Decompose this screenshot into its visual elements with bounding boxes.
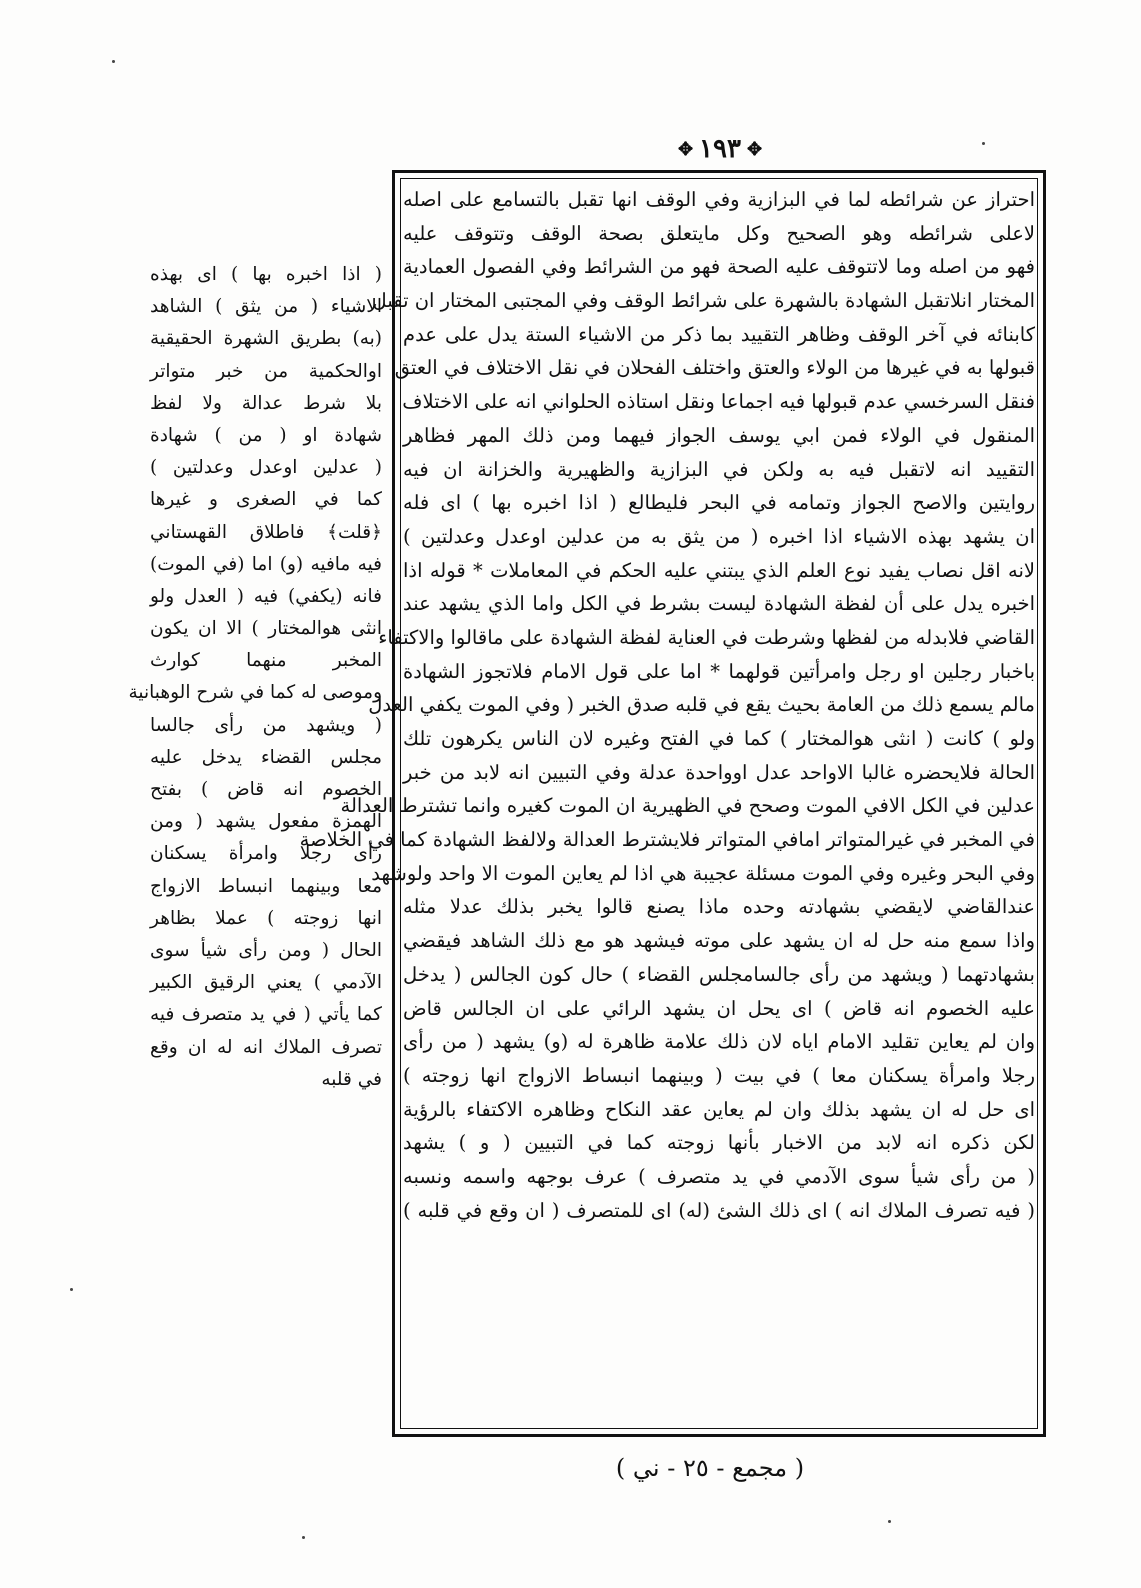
speck — [70, 1288, 73, 1291]
text-line: المنقول في الولاء فمن ابي يوسف الجواز فيهما ومن ذلك المهر فظاهر — [403, 423, 1035, 447]
text-line: فنقل السرخسي عدم قبولها فيه اجماعا ونقل استاذه الحلواني انه على الاختلاف — [402, 390, 1035, 414]
main-text-block — [299, 183, 1035, 1426]
margin-line: الهمزة مفعول يشهد ( ومن — [150, 811, 382, 833]
text-line: الحالة فلايحضره غالبا الاواحد عدل اوواحدة عدلة وفي التبيين انه لابد من خبر — [403, 760, 1035, 784]
text-line: التقييد انه لاتقبل فيه به ولكن في البزازية والظهيرية والخزانة ان فيه — [403, 457, 1035, 481]
margin-line: في قلبه — [321, 1068, 382, 1090]
ornament-left-icon: ✥ — [677, 138, 694, 160]
margin-line: اوالحكمية من خبر متواتر — [150, 360, 382, 382]
text-line: فهو من اصله وما لاتتوقف عليه الصحة فهو من الشرائط وفي الفصول العمادية — [403, 255, 1035, 279]
margin-line: (به) بطريق الشهرة الحقيقية — [150, 328, 382, 350]
text-line: مالم يسمع ذلك من العامة بحيث يقع في قلبه صدق الخبر ( وفي الموت يكفي العدل — [368, 693, 1035, 717]
speck — [982, 142, 985, 145]
speck — [888, 1520, 891, 1523]
text-line: رجلا وامرأة يسكنان معا ) في بيت ( وبينهما انبساط الازواج انها زوجته ) — [403, 1063, 1035, 1087]
text-line: وان لم يعاين تقليد الامام اياه لان ذلك علامة ظاهرة له (و) يشهد ( من رأى — [403, 1030, 1035, 1054]
page-number — [650, 132, 790, 166]
text-line: في المخبر في غيرالمتواتر امافي المتواتر فلايشترط العدالة ولالفظ الشهادة كما في الخلاصة — [299, 828, 1035, 852]
margin-line: شهادة او ( من ) شهادة — [150, 424, 382, 446]
text-line: باخبار رجلين او رجل وامرأتين قولهما * اما على قول الامام فلاتجوز الشهادة — [403, 659, 1035, 683]
margin-line: الآدمي ) يعني الرقيق الكبير — [150, 972, 382, 994]
margin-line: انثى هوالمختار ) الا ان يكون — [150, 618, 382, 640]
margin-line: ( اذا اخبره بها ) اى بهذه — [150, 264, 382, 285]
text-line: ان يشهد بهذه الاشياء اذا اخبره ( من يثق به من عدلين اوعدل وعدلتين ) — [403, 524, 1035, 548]
margin-line: ( ويشهد من رأى جالسا — [150, 714, 382, 736]
margin-line: الحال ( ومن رأى شيأ سوى — [150, 939, 382, 961]
margin-line: انها زوجته ) عملا بظاهر — [150, 907, 382, 929]
margin-line: فيه مافيه (و) اما (في الموت) — [150, 553, 382, 575]
margin-line: فانه (يكفي) فيه ( العدل ولو — [150, 585, 382, 607]
text-line: اى حل له ان يشهد بذلك وان لم يعاين عقد النكاح وظاهره الاكتفاء بالرؤية — [403, 1097, 1035, 1121]
text-line: عدلين في الكل الافي الموت وصحح في الظهيرية ان الموت كغيره وانما تشترط العدالة — [340, 794, 1035, 818]
margin-line: المخبر منهما كوارث — [150, 650, 382, 672]
margin-commentary — [128, 259, 382, 1096]
text-line: بشهادتهما ( ويشهد من رأى جالسامجلس القضاء ) حال كون الجالس ( يدخل — [403, 962, 1035, 986]
text-line: ( من رأى شيأ سوى الآدمي في يد متصرف ) عرف بوجهه واسمه ونسبه — [403, 1164, 1035, 1188]
margin-line: ﴿قلت﴾ فاطلاق القهستاني — [150, 521, 382, 543]
text-line: ولو ) كانت ( انثى هوالمختار ) كما في الفتح وغيره لان الناس يكرهون تلك — [403, 727, 1035, 750]
text-line: احتراز عن شرائطه لما في البزازية وفي الوقف انها تقبل بالتسامع على اصله — [403, 188, 1035, 211]
text-line: اخبره يدل على أن لفظة الشهادة ليست بشرط في الكل واما الذي يشهد عند — [403, 592, 1035, 616]
margin-line: بلا شرط عدالة ولا لفظ — [150, 392, 382, 414]
margin-line: رأى رجلا وامرأة يسكنان — [150, 843, 382, 865]
text-line: المختار انلاتقبل الشهادة بالشهرة على شرائط الوقف وفي المجتبى المختار ان تقبل — [372, 289, 1035, 313]
speck — [112, 60, 115, 63]
margin-line: معا وبينهما انبساط الازواج — [150, 875, 382, 897]
margin-line: وموصى له كما في شرح الوهبانية — [128, 682, 382, 704]
main-text-frame — [299, 170, 1046, 1437]
margin-line: ( عدلين اوعدل وعدلتين ) — [150, 457, 382, 479]
margin-line: الخصوم انه قاض ) بفتح — [150, 779, 382, 800]
text-line: لكن ذكره انه لابد من الاخبار بأنها زوجته كما في التبيين ( و ) يشهد — [403, 1131, 1035, 1155]
speck — [302, 1536, 305, 1539]
text-line: القاضي فلابدله من لفظها وشرطت في العناية لفظة الشهادة على ماقالوا والاكتفاء — [378, 625, 1035, 649]
text-line: روايتين والاصح الجواز وتمامه في البحر فليطالع ( اذا اخبره بها ) اى فله — [403, 491, 1035, 515]
margin-line: كما يأتي ( في يد متصرف فيه — [150, 1004, 382, 1026]
text-line: وفي البحر وغيره وفي الموت مسئلة عجيبة هي اذا لم يعاين الموت الا واحد ولوشهد — [371, 861, 1035, 885]
text-line: ( فيه تصرف الملاك انه ) اى ذلك الشئ (له) اى للمتصرف ( ان وقع في قلبه ) — [403, 1198, 1035, 1222]
ornament-right-icon: ✥ — [746, 138, 763, 160]
text-line: لانه اقل نصاب يفيد نوع العلم الذي يبتني عليه الحكم في المعاملات * قوله اذا — [403, 558, 1035, 582]
page-number-text: ١٩٣ — [699, 134, 741, 164]
margin-line: تصرف الملاك انه له ان وقع — [150, 1036, 382, 1058]
margin-line: الاشياء ( من يثق ) الشاهد — [150, 296, 382, 318]
text-line: عندالقاضي لايقضي بشهادته وحده ماذا يصنع قالوا يخبر بذلك عدلا مثله — [403, 895, 1035, 919]
text-line: قبولها به في غيرها من الولاء والعتق واختلف الفحلان في نقل الاختلاف في العتق — [394, 356, 1035, 380]
text-line: واذا سمع منه حل له ان يشهد على موته فيشهد هو مع ذلك الشاهد فيقضي — [403, 929, 1035, 953]
text-line: كابنائه في آخر الوقف وظاهر التقييد بما ذكر من الاشياء الستة يدل على عدم — [403, 322, 1035, 346]
margin-line: كما في الصغرى و غيرها — [150, 489, 382, 511]
text-line: لاعلى شرائطه وهو الصحيح وكل مايتعلق بصحة الوقف وتتوقف عليه — [403, 221, 1035, 245]
margin-line: مجلس القضاء يدخل عليه — [150, 746, 382, 768]
text-line: عليه الخصوم انه قاض ) اى يحل ان يشهد الرائي على ان الجالس قاض — [403, 996, 1035, 1020]
printer-signature: ( مجمع - ٢٥ - ني ) — [615, 1454, 805, 1482]
